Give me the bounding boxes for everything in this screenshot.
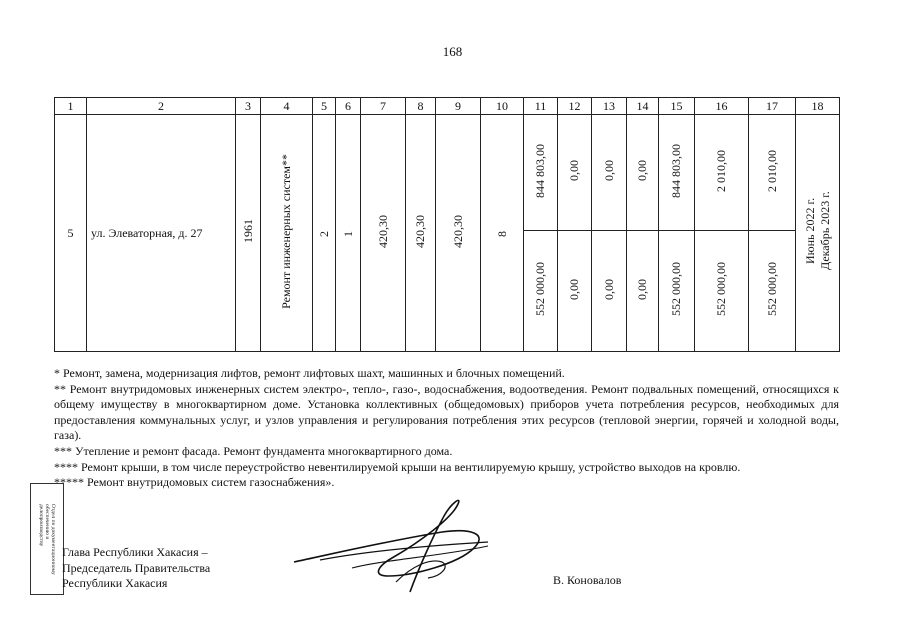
cell-col17-top: 2 010,00 bbox=[749, 115, 796, 231]
row-number: 5 bbox=[55, 115, 87, 352]
col-header: 14 bbox=[627, 98, 659, 115]
cell-col10: 8 bbox=[481, 115, 524, 352]
col-header: 17 bbox=[749, 98, 796, 115]
cell-col14-top: 0,00 bbox=[627, 115, 659, 231]
footnote-1: * Ремонт, замена, модернизация лифтов, ремонт лифтовых шахт, машинных и блочных помещений. bbox=[54, 366, 565, 380]
col-header: 15 bbox=[659, 98, 695, 115]
registration-stamp: Отдел по документационному обеспечению и делопроизводству bbox=[30, 483, 64, 595]
cell-col16-bottom: 552 000,00 bbox=[695, 231, 749, 352]
work-type-cell: Ремонт инженерных систем** bbox=[261, 115, 313, 352]
cell-col12-top: 0,00 bbox=[558, 115, 592, 231]
col-header: 1 bbox=[55, 98, 87, 115]
col-header: 5 bbox=[313, 98, 336, 115]
cell-col7: 420,30 bbox=[361, 115, 406, 352]
address-cell: ул. Элеваторная, д. 27 bbox=[87, 115, 236, 352]
col-header: 13 bbox=[592, 98, 627, 115]
col-header: 16 bbox=[695, 98, 749, 115]
col-header: 7 bbox=[361, 98, 406, 115]
cell-col5: 2 bbox=[313, 115, 336, 352]
cell-col15-bottom: 552 000,00 bbox=[659, 231, 695, 352]
signatory-line-1: Глава Республики Хакасия – bbox=[62, 545, 208, 559]
column-number-row bbox=[55, 98, 840, 115]
signatory-line-3: Республики Хакасия bbox=[62, 576, 168, 590]
cell-col6: 1 bbox=[336, 115, 361, 352]
signatory-name: В. Коновалов bbox=[553, 573, 622, 587]
footnotes bbox=[54, 366, 839, 491]
col-header: 11 bbox=[524, 98, 558, 115]
col-header: 12 bbox=[558, 98, 592, 115]
cell-col16-top: 2 010,00 bbox=[695, 115, 749, 231]
cell-col9: 420,30 bbox=[436, 115, 481, 352]
cell-col13-bottom: 0,00 bbox=[592, 231, 627, 352]
col-header: 18 bbox=[796, 98, 840, 115]
col-header: 10 bbox=[481, 98, 524, 115]
cell-col14-bottom: 0,00 bbox=[627, 231, 659, 352]
year-cell: 1961 bbox=[236, 115, 261, 352]
col-header: 9 bbox=[436, 98, 481, 115]
handwritten-signature bbox=[292, 496, 522, 596]
cell-col13-top: 0,00 bbox=[592, 115, 627, 231]
footnote-4: **** Ремонт крыши, в том числе переустройство невентилируемой крыши на вентилируемую крышу, устройство выходов на кровлю. bbox=[54, 459, 741, 474]
col-header: 4 bbox=[261, 98, 313, 115]
signatory-title bbox=[62, 545, 210, 592]
cell-col12-bottom: 0,00 bbox=[558, 231, 592, 352]
cell-col15-top: 844 803,00 bbox=[659, 115, 695, 231]
footnote-3: *** Утепление и ремонт фасада. Ремонт фундамента многоквартирного дома. bbox=[54, 443, 453, 458]
cell-col17-bottom: 552 000,00 bbox=[749, 231, 796, 352]
page-number: 168 bbox=[442, 44, 463, 59]
cell-col8: 420,30 bbox=[406, 115, 436, 352]
cell-col11-bottom: 552 000,00 bbox=[524, 231, 558, 352]
footnote-2: ** Ремонт внутридомовых инженерных систем электро-, тепло-, газо-, водоснабжения, водоотведения. Ремонт подвальных помещений, относящихся к общему имуществу в многоквартирном доме. Установка коллективных (общедомовых) приборов учета потребления ресурсов, необходимых для предоставления коммунальных услуг, и узлов управления и регулирования потребления этих ресурсов (тепловой энергии, горячей и холодной воды, газа). bbox=[54, 381, 839, 443]
repair-program-table bbox=[54, 97, 840, 352]
period-cell: Июнь 2022 г. Декабрь 2023 г. bbox=[796, 115, 840, 352]
signatory-line-2: Председатель Правительства bbox=[62, 560, 211, 575]
footnote-5: ***** Ремонт внутридомовых систем газоснабжения». bbox=[54, 475, 335, 490]
col-header: 6 bbox=[336, 98, 361, 115]
col-header: 2 bbox=[87, 98, 236, 115]
col-header: 3 bbox=[236, 98, 261, 115]
table-row bbox=[55, 115, 840, 231]
col-header: 8 bbox=[406, 98, 436, 115]
cell-col11-top: 844 803,00 bbox=[524, 115, 558, 231]
